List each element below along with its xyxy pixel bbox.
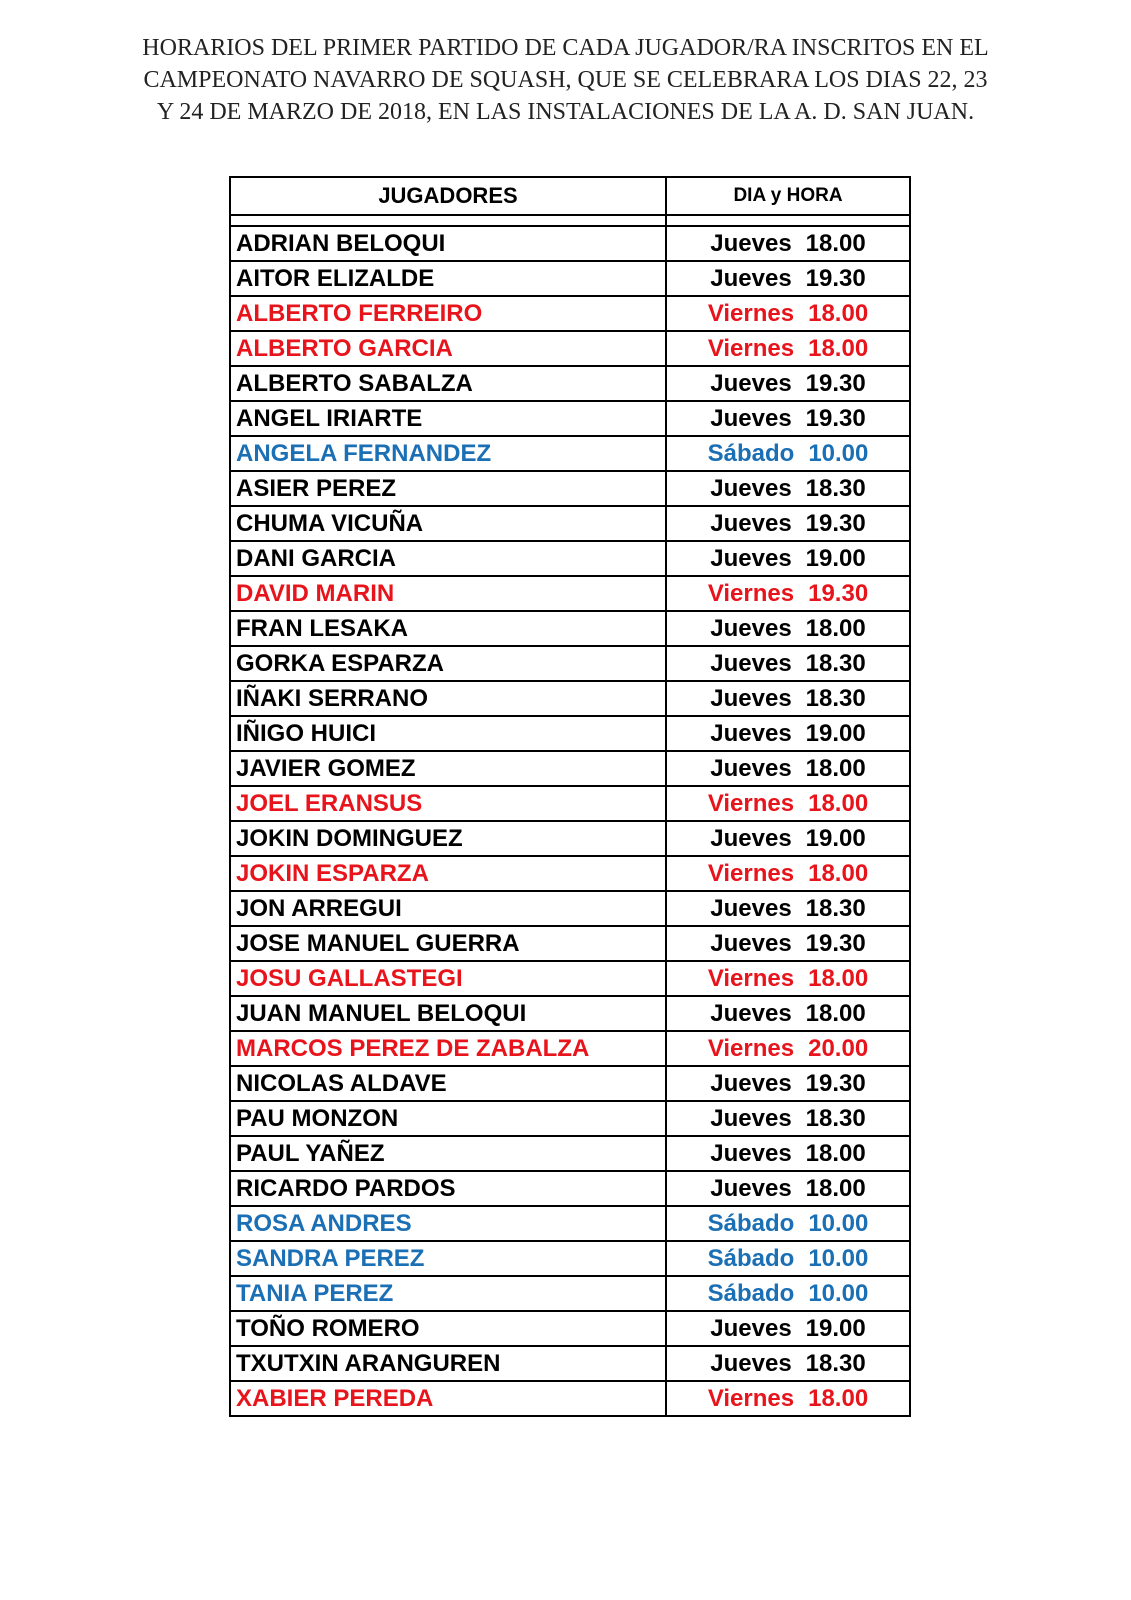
match-time: 18.00 (805, 614, 866, 642)
title-line-1: HORARIOS DEL PRIMER PARTIDO DE CADA JUGADOR/RA INSCRITOS EN EL (142, 35, 989, 61)
match-time: 18.00 (808, 1384, 869, 1412)
player-name: JOSU GALLASTEGI (230, 961, 666, 996)
table-row (230, 506, 910, 541)
schedule-table (229, 176, 911, 1417)
table-row (230, 996, 910, 1031)
match-day-time (666, 821, 910, 856)
match-day: Jueves (710, 1104, 792, 1132)
match-day: Jueves (710, 719, 792, 747)
match-time: 18.30 (805, 649, 866, 677)
player-name: SANDRA PEREZ (230, 1241, 666, 1276)
match-day-time (666, 401, 910, 436)
table-row (230, 1101, 910, 1136)
table-row (230, 891, 910, 926)
match-time: 20.00 (808, 1034, 869, 1062)
match-day: Sábado (707, 1244, 795, 1272)
player-name: FRAN LESAKA (230, 611, 666, 646)
match-time: 10.00 (808, 1209, 869, 1237)
match-time: 19.30 (805, 929, 866, 957)
player-name: JON ARREGUI (230, 891, 666, 926)
match-day-time (666, 296, 910, 331)
match-day-time (666, 1206, 910, 1241)
match-day-time (666, 471, 910, 506)
table-row (230, 436, 910, 471)
match-day-time (666, 576, 910, 611)
player-name: PAUL YAÑEZ (230, 1136, 666, 1171)
table-row (230, 961, 910, 996)
match-time: 19.30 (805, 369, 866, 397)
table-row (230, 1031, 910, 1066)
table-row (230, 471, 910, 506)
match-day-time (666, 1311, 910, 1346)
spacer-cell (666, 215, 910, 226)
match-time: 18.00 (805, 1139, 866, 1167)
match-day-time (666, 1381, 910, 1416)
match-time: 18.00 (805, 229, 866, 257)
table-row (230, 751, 910, 786)
header-spacer-row (230, 215, 910, 226)
match-day-time (666, 681, 910, 716)
table-row (230, 681, 910, 716)
match-time: 18.00 (805, 754, 866, 782)
match-day: Jueves (710, 614, 792, 642)
match-day-time (666, 646, 910, 681)
table-row (230, 1241, 910, 1276)
player-name: ALBERTO GARCIA (230, 331, 666, 366)
match-day: Jueves (710, 1139, 792, 1167)
match-day-time (666, 926, 910, 961)
match-day: Jueves (710, 544, 792, 572)
player-name: TANIA PEREZ (230, 1276, 666, 1311)
match-day-time (666, 331, 910, 366)
match-time: 19.30 (805, 264, 866, 292)
player-name: MARCOS PEREZ DE ZABALZA (230, 1031, 666, 1066)
match-day: Jueves (710, 229, 792, 257)
table-row (230, 1206, 910, 1241)
table-row (230, 821, 910, 856)
table-row (230, 1136, 910, 1171)
match-day: Jueves (710, 1069, 792, 1097)
table-row (230, 541, 910, 576)
table-row (230, 226, 910, 261)
match-day-time (666, 751, 910, 786)
player-name: ADRIAN BELOQUI (230, 226, 666, 261)
document-title (60, 32, 1071, 128)
match-time: 19.00 (805, 544, 866, 572)
match-day-time (666, 891, 910, 926)
player-name: TXUTXIN ARANGUREN (230, 1346, 666, 1381)
match-day: Jueves (710, 894, 792, 922)
match-time: 18.00 (808, 964, 869, 992)
title-line-2: CAMPEONATO NAVARRO DE SQUASH, QUE SE CELEBRARA LOS DIAS 22, 23 (143, 67, 988, 93)
match-day: Viernes (707, 1034, 795, 1062)
player-name: CHUMA VICUÑA (230, 506, 666, 541)
match-day-time (666, 261, 910, 296)
table-row (230, 716, 910, 751)
match-time: 18.00 (808, 299, 869, 327)
match-day: Jueves (710, 649, 792, 677)
match-day-time (666, 786, 910, 821)
match-day: Viernes (707, 579, 795, 607)
match-time: 18.30 (805, 1104, 866, 1132)
match-time: 19.00 (805, 719, 866, 747)
player-name: IÑAKI SERRANO (230, 681, 666, 716)
match-day-time (666, 366, 910, 401)
match-day: Jueves (710, 404, 792, 432)
match-day: Viernes (707, 334, 795, 362)
player-name: ANGEL IRIARTE (230, 401, 666, 436)
table-row (230, 1171, 910, 1206)
table-row (230, 1381, 910, 1416)
match-day: Viernes (707, 859, 795, 887)
match-time: 10.00 (808, 1279, 869, 1307)
player-name: XABIER PEREDA (230, 1381, 666, 1416)
table-row (230, 296, 910, 331)
player-name: NICOLAS ALDAVE (230, 1066, 666, 1101)
table-row (230, 366, 910, 401)
match-day-time (666, 1101, 910, 1136)
match-day: Jueves (710, 754, 792, 782)
header-day-time: DIA y HORA (666, 177, 910, 215)
table-row (230, 1311, 910, 1346)
player-name: RICARDO PARDOS (230, 1171, 666, 1206)
match-day: Jueves (710, 684, 792, 712)
match-time: 19.00 (805, 824, 866, 852)
table-body (230, 226, 910, 1416)
player-name: ROSA ANDRES (230, 1206, 666, 1241)
match-day-time (666, 1241, 910, 1276)
match-day-time (666, 436, 910, 471)
table-row (230, 401, 910, 436)
table-row (230, 786, 910, 821)
table-row (230, 1346, 910, 1381)
player-name: JAVIER GOMEZ (230, 751, 666, 786)
match-time: 18.30 (805, 894, 866, 922)
table-row (230, 331, 910, 366)
table-row (230, 926, 910, 961)
match-day-time (666, 611, 910, 646)
player-name: ASIER PEREZ (230, 471, 666, 506)
match-day: Sábado (707, 439, 795, 467)
match-day: Sábado (707, 1279, 795, 1307)
header-players: JUGADORES (230, 177, 666, 215)
match-time: 19.30 (805, 509, 866, 537)
match-day-time (666, 541, 910, 576)
match-day-time (666, 1276, 910, 1311)
title-line-3: Y 24 DE MARZO DE 2018, EN LAS INSTALACIONES DE LA A. D. SAN JUAN. (156, 99, 975, 125)
match-day: Jueves (710, 999, 792, 1027)
match-day: Jueves (710, 1314, 792, 1342)
player-name: ALBERTO FERREIRO (230, 296, 666, 331)
match-time: 18.00 (808, 789, 869, 817)
table-header-row (230, 177, 910, 215)
player-name: GORKA ESPARZA (230, 646, 666, 681)
match-time: 10.00 (808, 1244, 869, 1272)
match-day: Viernes (707, 1384, 795, 1412)
match-time: 18.00 (805, 999, 866, 1027)
match-day: Jueves (710, 369, 792, 397)
match-day: Viernes (707, 964, 795, 992)
match-time: 19.00 (805, 1314, 866, 1342)
match-day-time (666, 996, 910, 1031)
match-day: Jueves (710, 824, 792, 852)
match-day: Viernes (707, 299, 795, 327)
player-name: DAVID MARIN (230, 576, 666, 611)
table-row (230, 576, 910, 611)
player-name: JOKIN DOMINGUEZ (230, 821, 666, 856)
player-name: DANI GARCIA (230, 541, 666, 576)
player-name: ALBERTO SABALZA (230, 366, 666, 401)
match-day-time (666, 1136, 910, 1171)
match-day-time (666, 1066, 910, 1101)
table-row (230, 611, 910, 646)
match-day-time (666, 1031, 910, 1066)
spacer-cell (230, 215, 666, 226)
table-row (230, 1276, 910, 1311)
match-time: 18.30 (805, 474, 866, 502)
match-time: 19.30 (805, 404, 866, 432)
player-name: JOKIN ESPARZA (230, 856, 666, 891)
match-day: Viernes (707, 789, 795, 817)
match-time: 19.30 (808, 579, 869, 607)
match-day-time (666, 961, 910, 996)
match-day: Jueves (710, 929, 792, 957)
match-day: Sábado (707, 1209, 795, 1237)
match-day-time (666, 716, 910, 751)
table-row (230, 856, 910, 891)
player-name: IÑIGO HUICI (230, 716, 666, 751)
table-row (230, 261, 910, 296)
player-name: TOÑO ROMERO (230, 1311, 666, 1346)
player-name: JOSE MANUEL GUERRA (230, 926, 666, 961)
table-row (230, 1066, 910, 1101)
match-day-time (666, 856, 910, 891)
match-day: Jueves (710, 509, 792, 537)
player-name: ANGELA FERNANDEZ (230, 436, 666, 471)
table-row (230, 646, 910, 681)
player-name: JUAN MANUEL BELOQUI (230, 996, 666, 1031)
match-time: 18.00 (808, 334, 869, 362)
match-time: 19.30 (805, 1069, 866, 1097)
player-name: JOEL ERANSUS (230, 786, 666, 821)
match-time: 18.30 (805, 684, 866, 712)
match-time: 18.00 (808, 859, 869, 887)
match-time: 10.00 (808, 439, 869, 467)
match-day-time (666, 1171, 910, 1206)
match-day: Jueves (710, 1174, 792, 1202)
match-day: Jueves (710, 264, 792, 292)
match-time: 18.30 (805, 1349, 866, 1377)
match-day-time (666, 226, 910, 261)
match-day: Jueves (710, 474, 792, 502)
match-time: 18.00 (805, 1174, 866, 1202)
player-name: PAU MONZON (230, 1101, 666, 1136)
player-name: AITOR ELIZALDE (230, 261, 666, 296)
match-day: Jueves (710, 1349, 792, 1377)
match-day-time (666, 1346, 910, 1381)
match-day-time (666, 506, 910, 541)
